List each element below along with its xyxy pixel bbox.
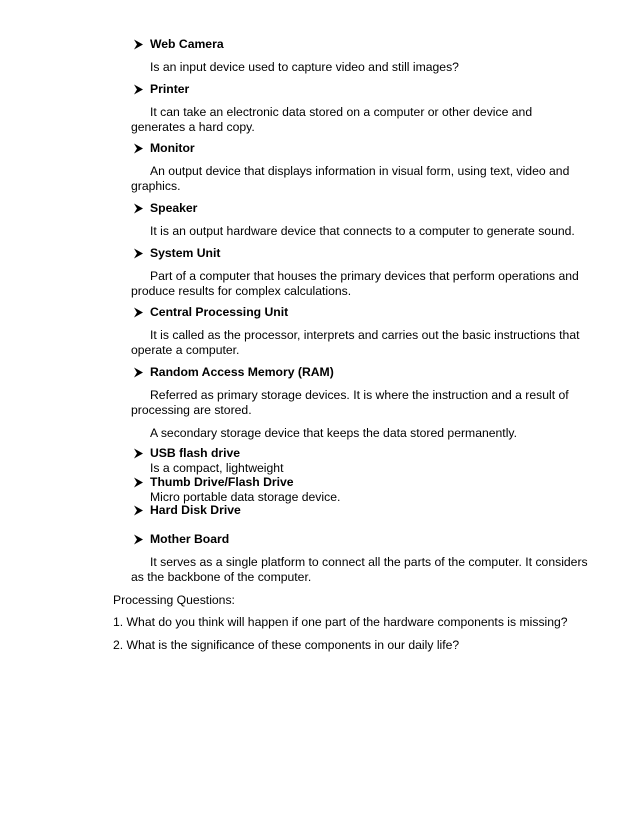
item-desc-cpu-line1: It is called as the processor, interprets and carries out the basic instructions that — [150, 328, 580, 342]
item-desc-monitor-line1: An output device that displays information in visual form, using text, video and — [150, 164, 570, 178]
arrow-bullet-icon — [133, 143, 144, 154]
arrow-bullet-icon — [133, 248, 144, 259]
secondary-storage-intro: A secondary storage device that keeps the data stored permanently. — [150, 426, 517, 440]
arrow-bullet-icon — [133, 477, 144, 488]
processing-question-2: 2. What is the significance of these components in our daily life? — [113, 638, 460, 652]
item-title-cpu: Central Processing Unit — [150, 305, 289, 319]
storage-title-hdd: Hard Disk Drive — [150, 503, 241, 517]
item-desc-ram-line1: Referred as primary storage devices. It is where the instruction and a result of — [150, 388, 569, 402]
arrow-bullet-icon — [133, 505, 144, 516]
item-desc-cpu-line2: operate a computer. — [131, 343, 240, 357]
storage-title-usb: USB flash drive — [150, 446, 241, 460]
item-desc-printer-line1: It can take an electronic data stored on a computer or other device and — [150, 105, 533, 119]
item-desc-web-camera: Is an input device used to capture video and still images? — [150, 60, 459, 74]
item-title-system-unit: System Unit — [150, 246, 221, 260]
item-desc-motherboard-line1: It serves as a single platform to connect all the parts of the computer. It considers — [150, 555, 588, 569]
processing-question-1: 1. What do you think will happen if one part of the hardware components is missing? — [113, 615, 568, 629]
storage-title-thumb-drive: Thumb Drive/Flash Drive — [150, 475, 294, 489]
item-desc-printer-line2: generates a hard copy. — [131, 120, 255, 134]
item-desc-system-unit-line1: Part of a computer that houses the primary devices that perform operations and — [150, 269, 579, 283]
item-desc-monitor-line2: graphics. — [131, 179, 181, 193]
arrow-bullet-icon — [133, 203, 144, 214]
item-title-motherboard: Mother Board — [150, 532, 230, 546]
item-desc-speaker: It is an output hardware device that connects to a computer to generate sound. — [150, 224, 575, 238]
item-desc-system-unit-line2: produce results for complex calculations. — [131, 284, 352, 298]
arrow-bullet-icon — [133, 84, 144, 95]
item-desc-ram-line2: processing are stored. — [131, 403, 252, 417]
processing-questions-heading: Processing Questions: — [113, 593, 235, 607]
arrow-bullet-icon — [133, 307, 144, 318]
arrow-bullet-icon — [133, 448, 144, 459]
arrow-bullet-icon — [133, 367, 144, 378]
item-desc-motherboard-line2: as the backbone of the computer. — [131, 570, 312, 584]
storage-desc-usb: Is a compact, lightweight — [150, 461, 284, 475]
arrow-bullet-icon — [133, 534, 144, 545]
storage-desc-thumb-drive: Micro portable data storage device. — [150, 490, 341, 504]
item-title-web-camera: Web Camera — [150, 37, 224, 51]
item-title-monitor: Monitor — [150, 141, 195, 155]
item-title-printer: Printer — [150, 82, 190, 96]
item-title-speaker: Speaker — [150, 201, 198, 215]
arrow-bullet-icon — [133, 39, 144, 50]
item-title-ram: Random Access Memory (RAM) — [150, 365, 334, 379]
